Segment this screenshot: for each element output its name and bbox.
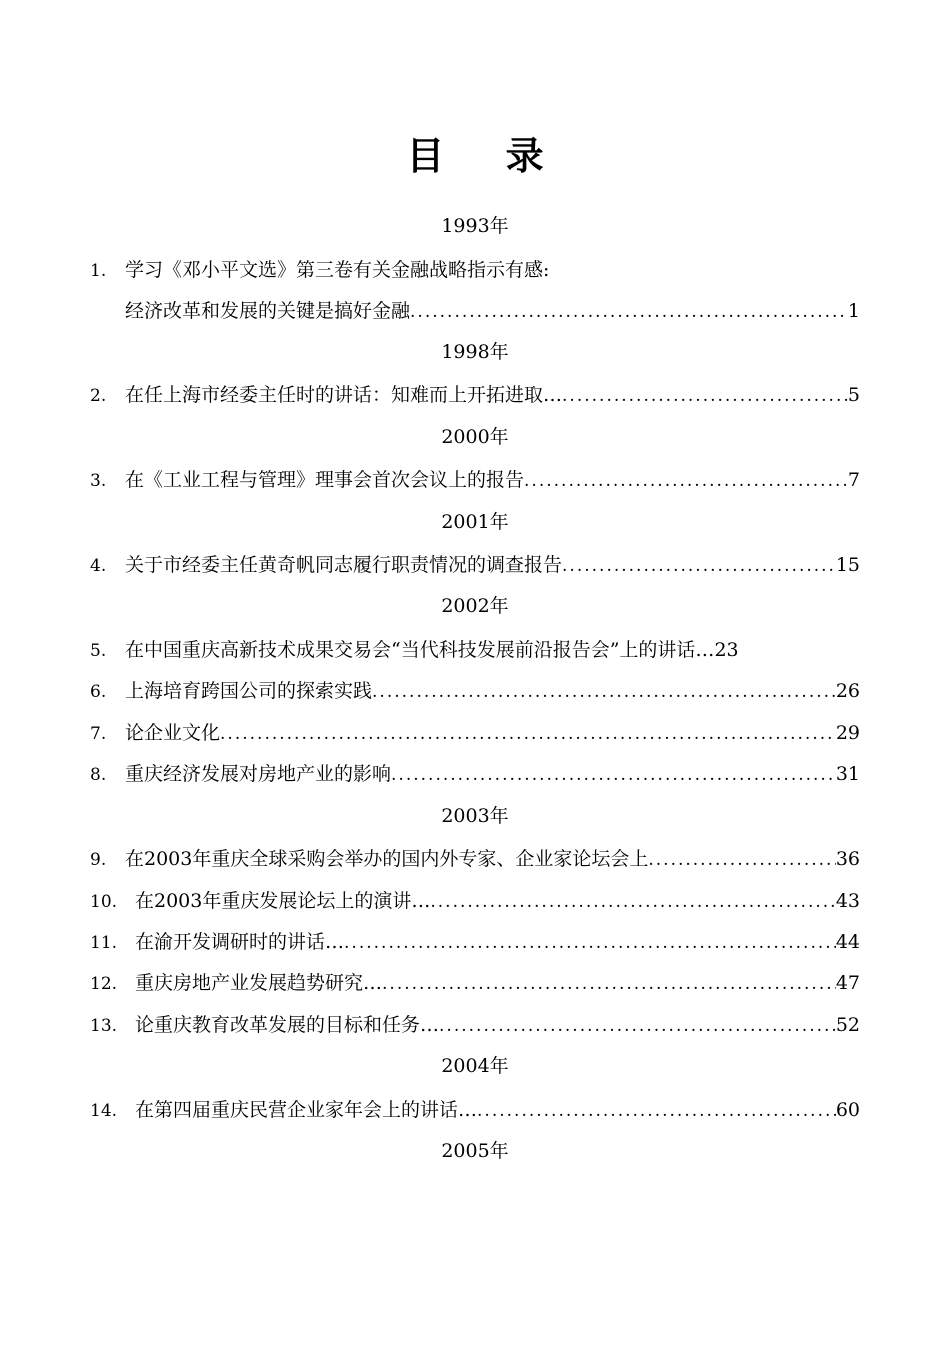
entry-number: 12. bbox=[90, 974, 118, 994]
entry-page-number: 60 bbox=[835, 1099, 860, 1121]
leader-dots bbox=[430, 888, 835, 916]
entry-page-number: 1 bbox=[847, 300, 860, 322]
entry-page-number: 5 bbox=[847, 384, 860, 406]
entry-number: 4. bbox=[90, 556, 107, 576]
year-heading-2000: 2000年 bbox=[441, 426, 509, 448]
leader-dots bbox=[648, 846, 835, 874]
entry-page-number: 26 bbox=[835, 680, 860, 702]
entry-title: 在《工业工程与管理》理事会首次会议上的报告 bbox=[125, 469, 525, 491]
entry-title: 重庆经济发展对房地产业的影响 bbox=[125, 763, 392, 785]
leader-dots bbox=[562, 382, 848, 410]
toc-entry-9[interactable] bbox=[90, 845, 860, 873]
entry-number: 8. bbox=[90, 765, 107, 785]
leader-dots bbox=[562, 552, 836, 580]
entry-title: 在渝开发调研时的讲话… bbox=[135, 931, 345, 953]
entry-number: 14. bbox=[90, 1101, 118, 1121]
toc-entry-14[interactable] bbox=[90, 1096, 860, 1124]
leader-dots bbox=[391, 761, 836, 789]
leader-dots bbox=[410, 298, 848, 326]
entry-number: 3. bbox=[90, 471, 107, 491]
toc-entry-8[interactable] bbox=[90, 760, 860, 788]
entry-page-number: 52 bbox=[835, 1014, 860, 1036]
leader-dots bbox=[477, 1097, 836, 1125]
entry-title: 在中国重庆高新技术成果交易会“当代科技发展前沿报告会”上的讲话… bbox=[125, 639, 715, 661]
entry-title: 论重庆教育改革发展的目标和任务… bbox=[135, 1014, 440, 1036]
entry-title: 上海培育跨国公司的探索实践 bbox=[125, 680, 373, 702]
leader-dots bbox=[439, 1012, 836, 1040]
entry-page-number: 31 bbox=[835, 763, 860, 785]
entry-title: 在2003年重庆全球采购会举办的国内外专家、企业家论坛会上 bbox=[125, 848, 649, 870]
toc-entry-1-continuation[interactable] bbox=[125, 297, 860, 325]
toc-entry-5[interactable] bbox=[90, 636, 860, 664]
entry-page-number: 7 bbox=[847, 469, 860, 491]
entry-number: 5. bbox=[90, 641, 107, 661]
page-title: 目 录 bbox=[406, 134, 568, 178]
toc-entry-7[interactable] bbox=[90, 719, 860, 747]
entry-page-number: 43 bbox=[835, 890, 860, 912]
year-heading-1998: 1998年 bbox=[441, 341, 509, 363]
leader-dots bbox=[372, 678, 836, 706]
year-heading-2001: 2001年 bbox=[441, 511, 509, 533]
entry-title-continued: 经济改革和发展的关键是搞好金融 bbox=[125, 300, 411, 322]
toc-entry-2[interactable] bbox=[90, 381, 860, 409]
entry-page-number: 47 bbox=[835, 972, 860, 994]
entry-title: 在第四届重庆民营企业家年会上的讲话… bbox=[135, 1099, 478, 1121]
toc-entry-13[interactable] bbox=[90, 1011, 860, 1039]
toc-entry-11[interactable] bbox=[90, 928, 860, 956]
year-heading-1993: 1993年 bbox=[441, 215, 509, 237]
year-heading-2003: 2003年 bbox=[441, 805, 509, 827]
year-heading-2002: 2002年 bbox=[441, 595, 509, 617]
entry-page-number: 23 bbox=[714, 639, 739, 661]
leader-dots bbox=[382, 970, 836, 998]
leader-dots bbox=[220, 720, 836, 748]
toc-entry-12[interactable] bbox=[90, 969, 860, 997]
entry-number: 2. bbox=[90, 386, 107, 406]
entry-title: 关于市经委主任黄奇帆同志履行职责情况的调查报告 bbox=[125, 554, 563, 576]
entry-page-number: 44 bbox=[835, 931, 860, 953]
entry-title: 论企业文化 bbox=[125, 722, 221, 744]
entry-title: 在2003年重庆发展论坛上的演讲… bbox=[135, 890, 431, 912]
toc-entry-1[interactable] bbox=[90, 256, 860, 284]
toc-entry-4[interactable] bbox=[90, 551, 860, 579]
entry-page-number: 29 bbox=[835, 722, 860, 744]
toc-entry-10[interactable] bbox=[90, 887, 860, 915]
leader-dots bbox=[344, 929, 836, 957]
entry-title: 重庆房地产业发展趋势研究… bbox=[135, 972, 383, 994]
entry-number: 7. bbox=[90, 724, 107, 744]
entry-page-number: 15 bbox=[835, 554, 860, 576]
entry-number: 13. bbox=[90, 1016, 118, 1036]
toc-entry-3[interactable] bbox=[90, 466, 860, 494]
entry-number: 9. bbox=[90, 850, 107, 870]
year-heading-2005: 2005年 bbox=[441, 1140, 509, 1162]
entry-number: 6. bbox=[90, 682, 107, 702]
toc-entry-6[interactable] bbox=[90, 677, 860, 705]
entry-page-number: 36 bbox=[835, 848, 860, 870]
entry-number: 11. bbox=[90, 933, 118, 953]
year-heading-2004: 2004年 bbox=[441, 1055, 509, 1077]
entry-number: 10. bbox=[90, 892, 118, 912]
entry-title: 在任上海市经委主任时的讲话：知难而上开拓进取… bbox=[125, 384, 563, 406]
entry-number: 1. bbox=[90, 261, 107, 281]
entry-title: 学习《邓小平文选》第三卷有关金融战略指示有感: bbox=[125, 259, 550, 281]
leader-dots bbox=[524, 467, 848, 495]
